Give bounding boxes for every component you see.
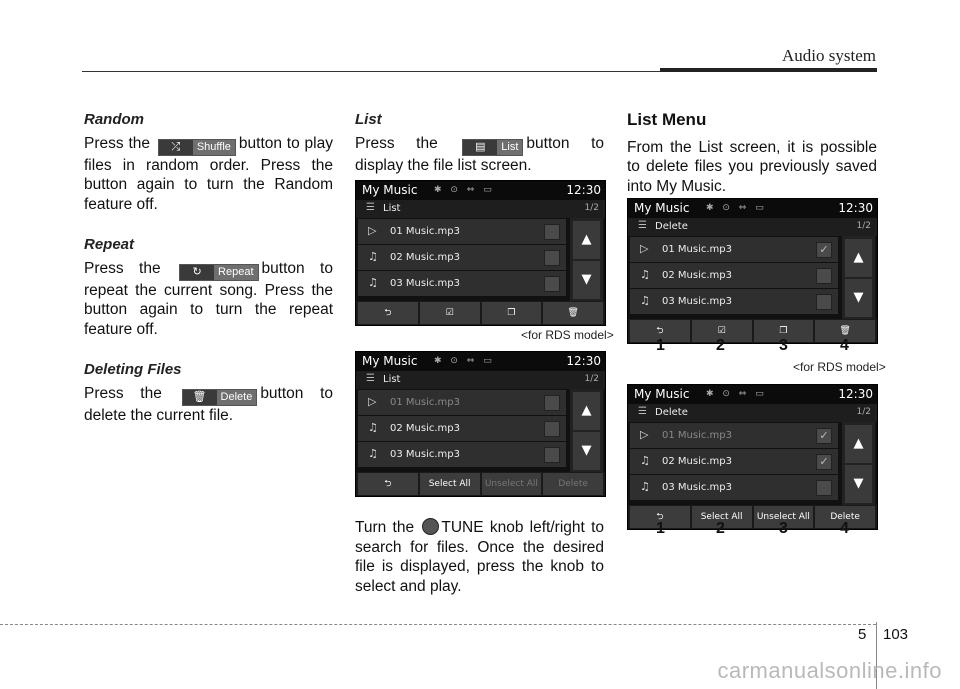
scroll-up-icon[interactable]: ▲ — [573, 221, 600, 259]
checkbox-checked[interactable]: ✓ — [816, 428, 832, 444]
screen-time: 12:30 — [566, 354, 601, 368]
random-paragraph — [84, 134, 333, 215]
shuffle-button-label: Shuffle — [193, 140, 235, 155]
list-button — [462, 139, 523, 156]
list-icon: ☰ — [366, 373, 375, 384]
header-rule-accent — [660, 68, 877, 72]
list-item[interactable] — [358, 416, 566, 441]
music-note-icon: ♫ — [640, 268, 650, 281]
tune-knob-icon — [422, 518, 439, 535]
scroll-arrows — [842, 236, 875, 319]
screen-title: My Music — [634, 387, 690, 401]
status-icons: ✱ ⊙ ⇔ ▭ — [706, 203, 767, 213]
page-indicator: 1/2 — [856, 407, 871, 417]
checkbox[interactable] — [816, 480, 832, 496]
screen-title: My Music — [634, 201, 690, 215]
delete-button — [182, 389, 258, 406]
repeat-button — [179, 264, 258, 281]
play-icon: ▷ — [368, 224, 377, 237]
file-name: 01 Music.mp3 — [662, 244, 732, 255]
list-item[interactable] — [630, 475, 838, 500]
back-icon[interactable]: ⮌ — [358, 302, 418, 324]
repeat-icon: ↻ — [180, 265, 214, 280]
file-name: 01 Music.mp3 — [390, 397, 460, 408]
action-bar — [356, 472, 605, 496]
mode-label: List — [383, 374, 401, 385]
back-icon[interactable]: ⮌ — [630, 506, 690, 528]
scroll-arrows — [570, 218, 603, 301]
repeat-pre: Press the — [84, 259, 161, 277]
file-name: 03 Music.mp3 — [390, 278, 460, 289]
shuffle-button — [158, 139, 236, 156]
check-icon[interactable]: ☑ — [692, 320, 752, 342]
page-number: 103 — [883, 626, 909, 643]
column-left — [84, 110, 333, 425]
delete-button-label: Delete — [217, 390, 257, 405]
unselect-all-button[interactable]: Unselect All — [482, 473, 542, 495]
list-item[interactable] — [630, 423, 838, 448]
caption-rds-1: <for RDS model> — [521, 328, 614, 342]
list-icon: ☰ — [638, 406, 647, 417]
checkbox[interactable] — [544, 395, 560, 411]
file-name: 01 Music.mp3 — [662, 430, 732, 441]
back-icon[interactable]: ⮌ — [358, 473, 418, 495]
list-menu-paragraph: From the List screen, it is possible to delete files you previously saved into My Music. — [627, 138, 877, 195]
random-heading: Random — [84, 111, 144, 128]
scroll-arrows — [842, 422, 875, 505]
list-icon: ☰ — [638, 220, 647, 231]
random-post: button to play files in random order. Press the button again to turn the Random feature off. — [84, 134, 333, 213]
callout-number: 2 — [716, 337, 725, 354]
caption-rds-2: <for RDS model> — [793, 360, 886, 374]
list-icon: ▤ — [463, 140, 497, 155]
list-post: button to display the file list screen. — [355, 134, 604, 174]
mode-label: List — [383, 203, 401, 214]
screen-time: 12:30 — [838, 387, 873, 401]
list-item[interactable] — [630, 237, 838, 262]
play-icon: ▷ — [640, 428, 649, 441]
trash-icon: 🗑 — [183, 390, 217, 405]
tune-pre: Turn the — [355, 519, 415, 536]
list-button-label: List — [497, 140, 522, 155]
page-indicator: 1/2 — [584, 374, 599, 384]
status-icons: ✱ ⊙ ⇔ ▭ — [434, 356, 495, 366]
mode-label: Delete — [655, 407, 688, 418]
list-item[interactable] — [358, 271, 566, 296]
scroll-up-icon[interactable]: ▲ — [845, 239, 872, 277]
scroll-down-icon[interactable]: ▼ — [573, 261, 600, 299]
mode-bar — [356, 200, 605, 218]
screen-time: 12:30 — [566, 183, 601, 197]
screen-status-bar — [628, 385, 877, 404]
tune-paragraph — [355, 518, 604, 596]
callout-number: 1 — [656, 337, 665, 354]
checkbox-checked[interactable]: ✓ — [816, 242, 832, 258]
list-item[interactable] — [630, 263, 838, 288]
scroll-down-icon[interactable]: ▼ — [845, 279, 872, 317]
scroll-down-icon[interactable]: ▼ — [845, 465, 872, 503]
checkbox[interactable] — [544, 224, 560, 240]
music-note-icon: ♫ — [368, 250, 378, 263]
screen-delete-select — [627, 384, 878, 530]
back-icon[interactable]: ⮌ — [630, 320, 690, 342]
watermark: carmanualsonline.info — [717, 658, 942, 683]
screen-delete-mode — [627, 198, 878, 344]
checkbox[interactable] — [816, 268, 832, 284]
screen-title: My Music — [362, 354, 418, 368]
list-icon: ☰ — [366, 202, 375, 213]
list-item[interactable] — [358, 219, 566, 244]
callout-number: 3 — [779, 337, 788, 354]
deleting-pre: Press the — [84, 384, 162, 402]
checkbox[interactable] — [544, 447, 560, 463]
mode-bar — [356, 371, 605, 389]
select-all-button[interactable]: Select All — [420, 473, 480, 495]
music-note-icon: ♫ — [640, 294, 650, 307]
screen-status-bar — [356, 181, 605, 200]
file-name: 02 Music.mp3 — [662, 270, 732, 281]
mode-bar — [628, 404, 877, 422]
chapter-number: 5 — [858, 626, 867, 643]
screen-list-mode — [355, 180, 606, 326]
screen-list-select — [355, 351, 606, 497]
music-note-icon: ♫ — [640, 454, 650, 467]
tune-paragraph-block — [355, 518, 604, 596]
list-paragraph — [355, 134, 604, 176]
random-pre: Press the — [84, 134, 150, 152]
play-icon: ▷ — [368, 395, 377, 408]
select-all-button[interactable]: Select All — [692, 506, 752, 528]
file-name: 03 Music.mp3 — [662, 482, 732, 493]
play-icon: ▷ — [640, 242, 649, 255]
list-item[interactable] — [630, 449, 838, 474]
deleting-paragraph — [84, 384, 333, 426]
header-title: Audio system — [782, 46, 876, 65]
column-right — [627, 110, 877, 196]
screen-status-bar — [356, 352, 605, 371]
mode-label: Delete — [655, 221, 688, 232]
list-item[interactable] — [358, 390, 566, 415]
deleting-post: button to delete the current file. — [84, 384, 333, 424]
copy-icon[interactable]: ❐ — [754, 320, 814, 342]
file-name: 02 Music.mp3 — [662, 456, 732, 467]
repeat-post: button to repeat the current song. Press the button again to turn the repeat feature off. — [84, 259, 333, 338]
file-name: 02 Music.mp3 — [390, 423, 460, 434]
tune-post: TUNE knob left/right to search for files. Once the desired file is displayed, press the knob to select and play. — [355, 519, 605, 595]
scroll-arrows — [570, 389, 603, 472]
music-note-icon: ♫ — [368, 447, 378, 460]
checkbox[interactable] — [544, 421, 560, 437]
page-indicator: 1/2 — [584, 203, 599, 213]
repeat-button-label: Repeat — [214, 265, 257, 280]
mode-bar — [628, 218, 877, 236]
footer-rule — [0, 624, 876, 625]
checkbox[interactable] — [544, 250, 560, 266]
list-item[interactable] — [358, 245, 566, 270]
music-note-icon: ♫ — [368, 276, 378, 289]
delete-button[interactable]: Delete — [815, 506, 875, 528]
check-icon[interactable]: ☑ — [420, 302, 480, 324]
trash-icon[interactable]: 🗑 — [815, 320, 875, 342]
list-heading: List — [355, 111, 382, 128]
file-name: 02 Music.mp3 — [390, 252, 460, 263]
checkbox[interactable] — [816, 294, 832, 310]
screen-title: My Music — [362, 183, 418, 197]
list-item[interactable] — [630, 289, 838, 314]
callout-number: 4 — [840, 520, 849, 537]
callout-number: 4 — [840, 337, 849, 354]
shuffle-icon: ⤮ — [159, 140, 193, 155]
column-middle — [355, 110, 604, 175]
screen-time: 12:30 — [838, 201, 873, 215]
checkbox-checked[interactable]: ✓ — [816, 454, 832, 470]
list-menu-heading: List Menu — [627, 110, 707, 129]
status-icons: ✱ ⊙ ⇔ ▭ — [706, 389, 767, 399]
scroll-up-icon[interactable]: ▲ — [573, 392, 600, 430]
music-note-icon: ♫ — [640, 480, 650, 493]
screen-status-bar — [628, 199, 877, 218]
callout-number: 2 — [716, 520, 725, 537]
file-name: 03 Music.mp3 — [390, 449, 460, 460]
list-item[interactable] — [358, 442, 566, 467]
delete-button[interactable]: Delete — [543, 473, 603, 495]
scroll-up-icon[interactable]: ▲ — [845, 425, 872, 463]
status-icons: ✱ ⊙ ⇔ ▭ — [434, 185, 495, 195]
unselect-all-button[interactable]: Unselect All — [754, 506, 814, 528]
callout-number: 3 — [779, 520, 788, 537]
trash-icon[interactable]: 🗑 — [543, 302, 603, 324]
repeat-paragraph — [84, 259, 333, 340]
callout-number: 1 — [656, 520, 665, 537]
page-indicator: 1/2 — [856, 221, 871, 231]
music-note-icon: ♫ — [368, 421, 378, 434]
checkbox[interactable] — [544, 276, 560, 292]
action-bar — [356, 301, 605, 325]
copy-icon[interactable]: ❐ — [482, 302, 542, 324]
file-name: 01 Music.mp3 — [390, 226, 460, 237]
list-pre: Press the — [355, 134, 438, 152]
repeat-heading: Repeat — [84, 236, 135, 253]
file-name: 03 Music.mp3 — [662, 296, 732, 307]
scroll-down-icon[interactable]: ▼ — [573, 432, 600, 470]
deleting-heading: Deleting Files — [84, 361, 182, 378]
